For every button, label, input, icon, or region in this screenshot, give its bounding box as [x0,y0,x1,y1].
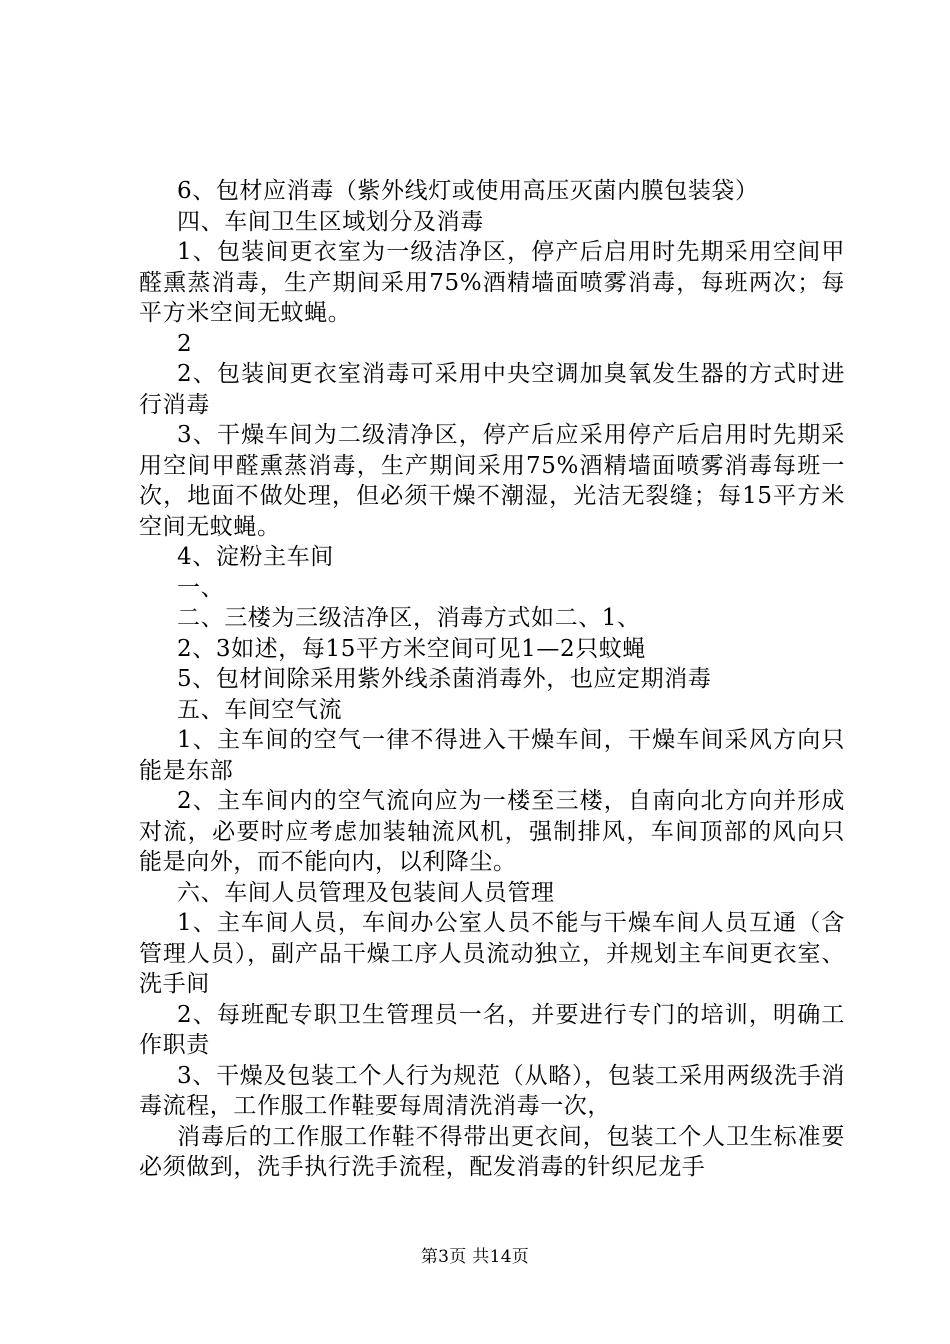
paragraph: 二、三楼为三级洁净区，消毒方式如二、1、 [177,605,641,631]
paragraph: 1、主车间的空气一律不得进入干燥车间，干燥车间采风方向只能是东部 [139,727,845,784]
paragraph: 1、包装间更衣室为一级洁净区，停产后启用时先期采用空间甲醛熏蒸消毒，生产期间采用75%酒精墙面喷雾消毒，每班两次；每平方米空间无蚊蝇。 [139,239,845,326]
paragraph: 5、包材间除采用紫外线杀菌消毒外，也应定期消毒 [177,666,712,692]
paragraph: 2、主车间内的空气流向应为一楼至三楼，自南向北方向并形成对流，必要时应考虑加装轴流风机，强制排风，车间顶部的风向只能是向外，而不能向内，以利降尘。 [139,788,845,875]
page-footer: 第3页 共14页 [420,1247,530,1267]
paragraph: 2、包装间更衣室消毒可采用中央空调加臭氧发生器的方式时进行消毒 [139,361,845,418]
paragraph: 6、包材应消毒（紫外线灯或使用高压灭菌内膜包装袋） [177,178,759,204]
paragraph: 4、淀粉主车间 [177,544,334,570]
paragraph: 消毒后的工作服工作鞋不得带出更衣间，包装工个人卫生标准要必须做到，洗手执行洗手流程，配发消毒的针织尼龙手 [139,1123,845,1180]
paragraph: 2、每班配专职卫生管理员一名，并要进行专门的培训，明确工作职责 [139,1001,845,1058]
paragraph: 1、主车间人员，车间办公室人员不能与干燥车间人员互通（含管理人员），副产品干燥工序人员流动独立，并规划主车间更衣室、洗手间 [139,910,845,997]
paragraph: 3、干燥及包装工个人行为规范（从略），包装工采用两级洗手消毒流程，工作服工作鞋要每周清洗消毒一次， [139,1062,845,1119]
section-heading: 四、车间卫生区域划分及消毒 [177,208,484,235]
paragraph: 2、3如述，每15平方米空间可见1—2只蚊蝇 [177,635,646,662]
section-heading: 六、车间人员管理及包装间人员管理 [177,879,555,906]
paragraph: 2 [177,330,193,357]
paragraph: 一、 [177,574,225,601]
section-heading: 五、车间空气流 [177,696,343,723]
document-body [139,176,845,1183]
paragraph: 3、干燥车间为二级清净区，停产后应采用停产后启用时先期采用空间甲醛熏蒸消毒，生产期间采用75%酒精墙面喷雾消毒每班一次，地面不做处理，但必须干燥不潮湿，光洁无裂缝；每15平方米空间无蚊蝇。 [139,422,845,540]
